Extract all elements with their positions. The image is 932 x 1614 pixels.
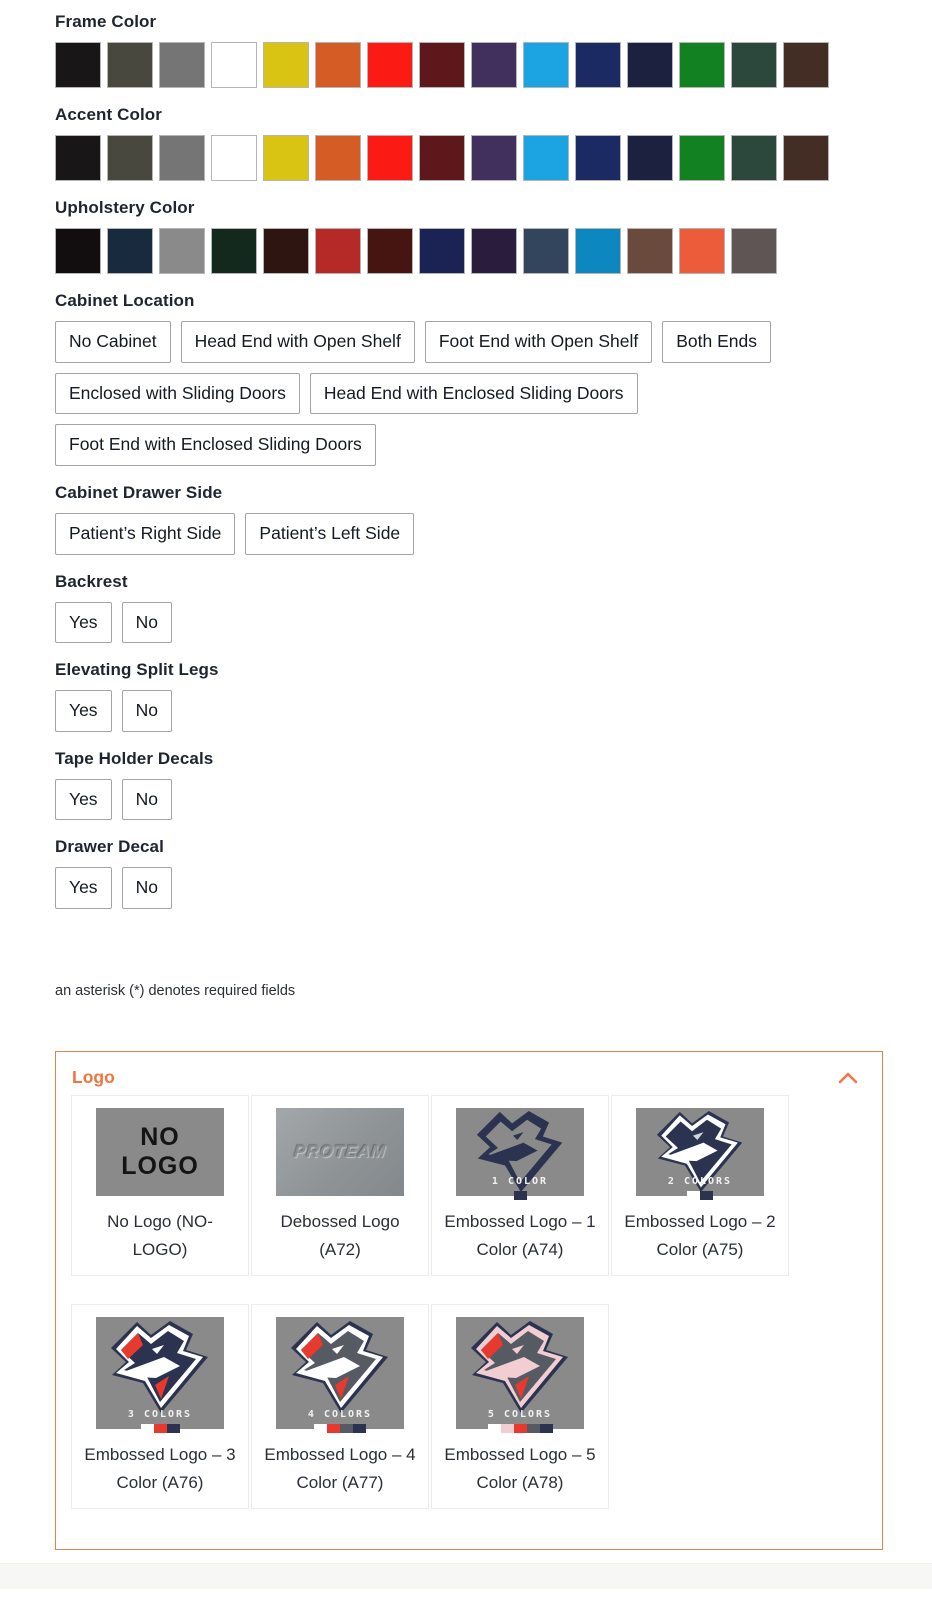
upholstery-color-swatch-12[interactable] [679,228,725,274]
tape-holder-decals-option-1[interactable]: No [122,779,172,821]
upholstery-color-swatch-5[interactable] [315,228,361,274]
logo-option-caption: Debossed Logo (A72) [280,1212,400,1259]
frame-color-swatch-6[interactable] [367,42,413,88]
frame-color-swatch-2[interactable] [159,42,205,88]
cabinet-location-option-1[interactable]: Head End with Open Shelf [181,321,415,363]
debossed-logo-thumbnail [276,1108,404,1196]
cabinet-drawer-side-options [55,513,881,555]
logo-options-grid [71,1095,811,1509]
color-chip-row [456,1424,584,1433]
upholstery-color-swatch-13[interactable] [731,228,777,274]
accent-color-swatch-6[interactable] [367,135,413,181]
cabinet-location-option-5[interactable]: Head End with Enclosed Sliding Doors [310,373,638,415]
no-logo-thumbnail-text: NO LOGO [121,1123,199,1180]
frame-color-swatch-14[interactable] [783,42,829,88]
accent-color-swatch-8[interactable] [471,135,517,181]
frame-color-swatch-12[interactable] [679,42,725,88]
logo-option-caption: No Logo (NO-LOGO) [107,1212,213,1259]
accent-color-swatch-4[interactable] [263,135,309,181]
color-chip-row [96,1424,224,1433]
cabinet-location-option-6[interactable]: Foot End with Enclosed Sliding Doors [55,424,376,466]
upholstery-color-swatches [55,228,881,274]
accent-color-swatch-7[interactable] [419,135,465,181]
banner-text: 1 COLOR [491,1176,549,1187]
debossed-logo-thumbnail-text: PROTEAM [293,1142,388,1161]
chevron-up-icon [837,1073,859,1088]
frame-color-swatch-0[interactable] [55,42,101,88]
cabinet-location-option-3[interactable]: Both Ends [662,321,771,363]
logo-option-caption: Embossed Logo – 3 Color (A76) [84,1445,236,1492]
banner-text: 4 COLORS [307,1409,373,1421]
accent-color-swatch-9[interactable] [523,135,569,181]
drawer-decal-label: Drawer Decal [55,837,164,857]
accent-color-swatch-0[interactable] [55,135,101,181]
accent-color-section [55,105,881,181]
logo-option-caption: Embossed Logo – 5 Color (A78) [444,1445,596,1492]
frame-color-swatch-4[interactable] [263,42,309,88]
elevating-split-legs-label: Elevating Split Legs [55,660,219,680]
frame-color-label: Frame Color [55,12,157,31]
upholstery-color-swatch-4[interactable] [263,228,309,274]
elevating-split-legs-option-0[interactable]: Yes [55,690,112,732]
cabinet-location-option-0[interactable]: No Cabinet [55,321,171,363]
upholstery-color-swatch-1[interactable] [107,228,153,274]
backrest-option-0[interactable]: Yes [55,602,112,644]
logo-color-chip-0 [141,1424,154,1433]
upholstery-color-swatch-3[interactable] [211,228,257,274]
logo-color-chip-0 [687,1191,700,1200]
logo-color-chip-0 [488,1424,501,1433]
logo-color-chip-2 [340,1424,353,1433]
banner-text: 5 COLORS [487,1409,553,1421]
upholstery-color-swatch-9[interactable] [523,228,569,274]
frame-color-swatch-8[interactable] [471,42,517,88]
logo-option-no-logo[interactable] [71,1095,249,1276]
required-fields-note: an asterisk (*) denotes required fields [55,983,296,999]
drawer-decal-section [55,837,881,909]
drawer-decal-options [55,867,881,909]
upholstery-color-swatch-7[interactable] [419,228,465,274]
banner-text: 3 COLORS [127,1409,193,1421]
frame-color-swatch-5[interactable] [315,42,361,88]
cabinet-drawer-side-option-0[interactable]: Patient’s Right Side [55,513,235,555]
upholstery-color-swatch-8[interactable] [471,228,517,274]
logo-option-caption: Embossed Logo – 2 Color (A75) [624,1212,776,1259]
cabinet-location-option-4[interactable]: Enclosed with Sliding Doors [55,373,300,415]
logo-panel-title: Logo [72,1067,115,1087]
embossed-1-color-thumbnail [456,1108,584,1196]
no-logo-thumbnail [96,1108,224,1196]
logo-color-chip-2 [167,1424,180,1433]
frame-color-swatch-1[interactable] [107,42,153,88]
logo-color-chip-0 [514,1191,527,1200]
accent-color-swatch-2[interactable] [159,135,205,181]
logo-option-embossed-2-color[interactable] [611,1095,789,1276]
backrest-options [55,602,881,644]
color-chip-row [636,1191,764,1200]
frame-color-swatch-10[interactable] [575,42,621,88]
backrest-label: Backrest [55,571,128,591]
elevating-split-legs-option-1[interactable]: No [122,690,172,732]
tape-holder-decals-options [55,779,881,821]
page-bottom-strip [0,1563,932,1589]
logo-color-chip-0 [314,1424,327,1433]
logo-color-chip-1 [700,1191,713,1200]
collapse-panel-button[interactable] [835,1069,861,1087]
upholstery-color-swatch-11[interactable] [627,228,673,274]
cabinet-drawer-side-section [55,483,881,555]
frame-color-swatch-7[interactable] [419,42,465,88]
accent-color-swatch-10[interactable] [575,135,621,181]
logo-option-caption: Embossed Logo – 4 Color (A77) [264,1445,416,1492]
cabinet-drawer-side-label: Cabinet Drawer Side [55,482,223,502]
frame-color-swatch-11[interactable] [627,42,673,88]
accent-color-swatch-13[interactable] [731,135,777,181]
logo-color-chip-1 [154,1424,167,1433]
backrest-section [55,572,881,644]
cabinet-location-section [55,291,881,466]
upholstery-color-swatch-0[interactable] [55,228,101,274]
color-chip-row [456,1191,584,1200]
logo-option-debossed[interactable] [251,1095,429,1276]
embossed-2-color-thumbnail [636,1108,764,1196]
elevating-split-legs-options [55,690,881,732]
backrest-option-1[interactable]: No [122,602,172,644]
accent-color-swatches [55,135,881,181]
frame-color-swatch-3[interactable] [211,42,257,88]
cabinet-location-label: Cabinet Location [55,291,195,310]
upholstery-color-label: Upholstery Color [55,198,195,217]
frame-color-section [55,12,881,88]
frame-color-swatches [55,42,881,88]
logo-option-embossed-4-color[interactable] [251,1304,429,1509]
logo-option-caption: Embossed Logo – 1 Color (A74) [444,1212,596,1259]
accent-color-label: Accent Color [55,105,162,124]
logo-panel [55,1051,883,1550]
logo-option-embossed-1-color[interactable] [431,1095,609,1276]
banner-text: 2 COLORS [667,1176,733,1187]
logo-option-embossed-5-color[interactable] [431,1304,609,1509]
upholstery-color-swatch-10[interactable] [575,228,621,274]
upholstery-color-swatch-6[interactable] [367,228,413,274]
tape-holder-decals-option-0[interactable]: Yes [55,779,112,821]
cabinet-location-options [55,321,881,466]
logo-color-chip-2 [514,1424,527,1433]
logo-color-chip-4 [540,1424,553,1433]
logo-option-embossed-3-color[interactable] [71,1304,249,1509]
logo-color-chip-3 [353,1424,366,1433]
logo-color-chip-3 [527,1424,540,1433]
accent-color-swatch-3[interactable] [211,135,257,181]
color-chip-row [276,1424,404,1433]
frame-color-swatch-13[interactable] [731,42,777,88]
accent-color-swatch-5[interactable] [315,135,361,181]
tape-holder-decals-label: Tape Holder Decals [55,748,214,768]
drawer-decal-option-1[interactable]: No [122,867,172,909]
logo-color-chip-1 [327,1424,340,1433]
accent-color-swatch-1[interactable] [107,135,153,181]
embossed-3-color-thumbnail [96,1317,224,1429]
embossed-5-color-thumbnail [456,1317,584,1429]
upholstery-color-swatch-2[interactable] [159,228,205,274]
tape-holder-decals-section [55,749,881,821]
cabinet-location-option-2[interactable]: Foot End with Open Shelf [425,321,652,363]
drawer-decal-option-0[interactable]: Yes [55,867,112,909]
embossed-4-color-thumbnail [276,1317,404,1429]
accent-color-swatch-11[interactable] [627,135,673,181]
frame-color-swatch-9[interactable] [523,42,569,88]
logo-color-chip-1 [501,1424,514,1433]
cabinet-drawer-side-option-1[interactable]: Patient’s Left Side [245,513,414,555]
upholstery-color-section [55,198,881,274]
logo-panel-header [71,1067,867,1088]
elevating-split-legs-section [55,660,881,732]
accent-color-swatch-12[interactable] [679,135,725,181]
accent-color-swatch-14[interactable] [783,135,829,181]
